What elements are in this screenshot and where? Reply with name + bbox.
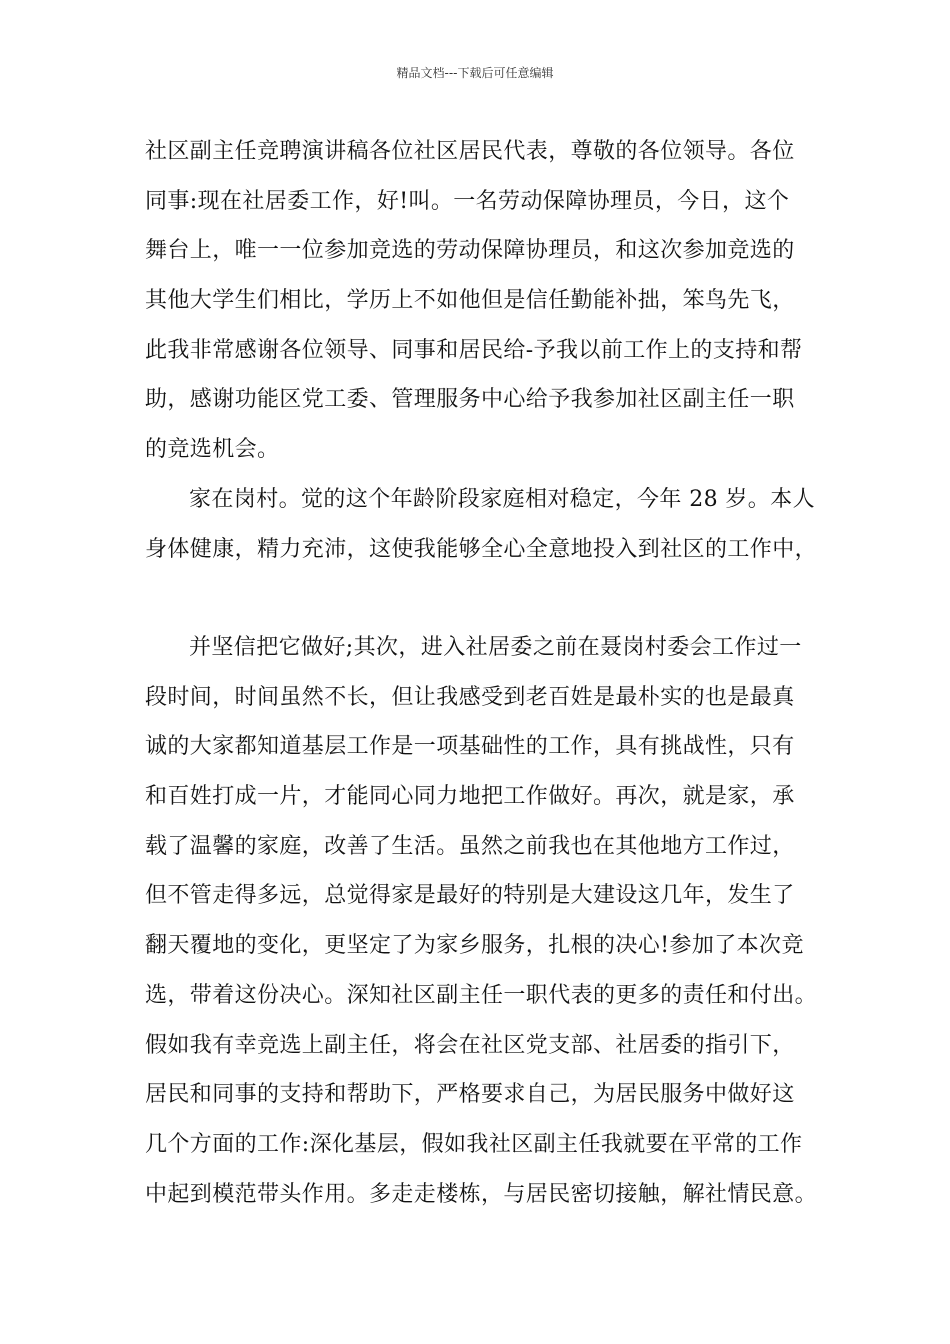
text-line: 此我非常感谢各位领导、同事和居民给-予我以前工作上的支持和帮	[145, 337, 803, 363]
text-line: 社区副主任竞聘演讲稿各位社区居民代表，尊敬的各位领导。各位	[145, 139, 795, 164]
text-line: 但不管走得多远，总觉得家是最好的特别是大建设这几年，发生了	[145, 883, 795, 909]
text-line: 载了温馨的家庭，改善了生活。虽然之前我也在其他地方工作过，	[145, 833, 795, 859]
text-line: 并坚信把它做好;其次，进入社居委之前在聂岗村委会工作过一	[189, 635, 802, 660]
paragraph-3	[145, 623, 825, 1219]
text-line: 段时间，时间虽然不长，但让我感受到老百姓是最朴实的也是最真	[145, 684, 795, 710]
text-line: 选，带着这份决心。深知社区副主任一职代表的更多的责任和付出。	[145, 982, 818, 1008]
text-line: 同事:现在社居委工作，好!叫。一名劳动保障协理员，今日，这个	[145, 188, 790, 214]
text-line: 翻天覆地的变化，更坚定了为家乡服务，扎根的决心!参加了本次竞	[145, 933, 804, 959]
paragraph-2	[145, 475, 825, 574]
text-line: 诚的大家都知道基层工作是一项基础性的工作，具有挑战性，只有	[145, 734, 795, 760]
text-line: 助，感谢功能区党工委、管理服务中心给予我参加社区副主任一职	[145, 387, 795, 413]
text-line: 身体健康，精力充沛，这使我能够全心全意地投入到社区的工作中，	[145, 536, 818, 562]
text-line: 舞台上，唯一一位参加竞选的劳动保障协理员，和这次参加竞选的	[145, 238, 795, 264]
page-header: 精品文档---下载后可任意编辑	[396, 66, 554, 80]
text-line: 的竞选机会。	[145, 437, 280, 463]
text-line: 和百姓打成一片，才能同心同力地把工作做好。再次，就是家，承	[145, 784, 795, 810]
text-line: 假如我有幸竞选上副主任，将会在社区党支部、社居委的指引下，	[145, 1032, 795, 1058]
text-line: 中起到模范带头作用。多走走楼栋，与居民密切接触，解社情民意。	[145, 1181, 818, 1207]
text-line: 几个方面的工作:深化基层，假如我社区副主任我就要在平常的工作	[145, 1131, 803, 1157]
text-line: 居民和同事的支持和帮助下，严格要求自己，为居民服务中做好这	[145, 1082, 795, 1108]
text-line: 其他大学生们相比，学历上不如他但是信任勤能补拙，笨鸟先飞，	[145, 288, 795, 314]
text-line: 家在岗村。觉的这个年龄阶段家庭相对稳定，今年 28 岁。本人	[189, 487, 815, 512]
paragraph-1	[145, 127, 825, 475]
